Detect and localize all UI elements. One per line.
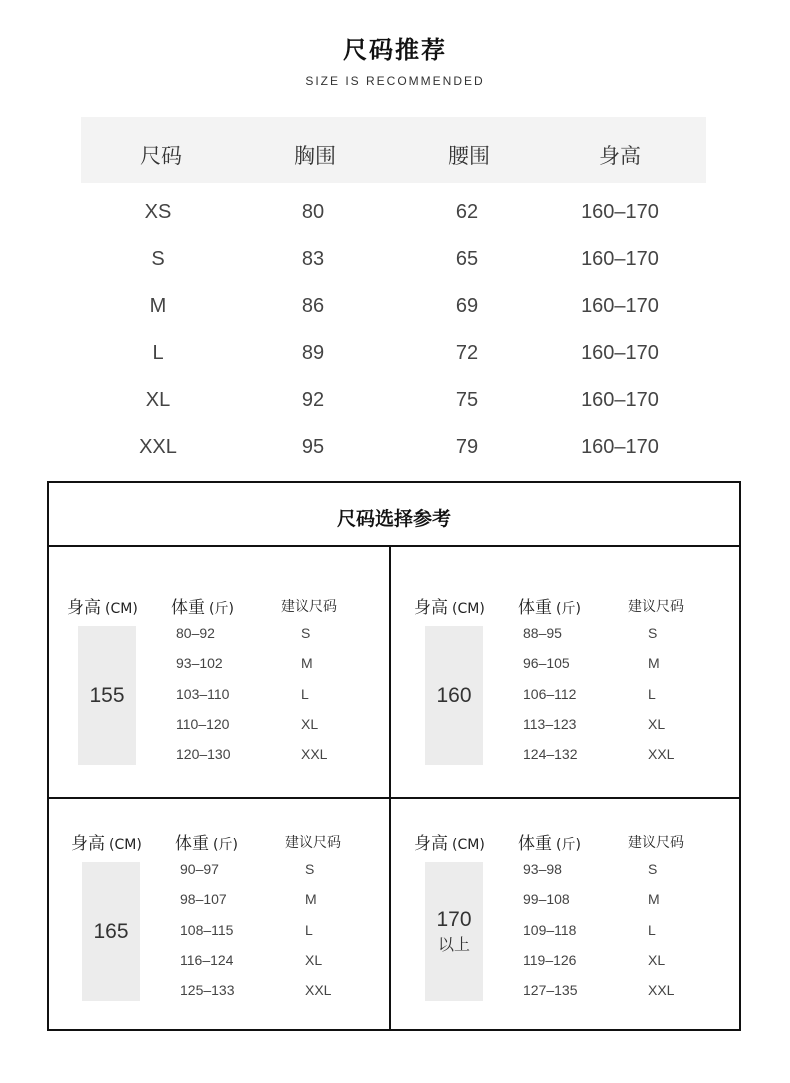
- weight-label: [171, 593, 234, 618]
- row-height-cell: 160–170: [581, 436, 659, 458]
- suggested-size-label: 建议尺码: [628, 599, 684, 615]
- suggested-size: L: [301, 685, 309, 702]
- row-size-cell: S: [151, 248, 165, 270]
- weight-range: 99–108: [523, 891, 570, 908]
- row-chest-cell: 92: [301, 389, 325, 411]
- row-size-cell: XS: [144, 201, 172, 223]
- row-size-cell: L: [152, 342, 164, 364]
- row-waist-cell: 79: [455, 436, 479, 458]
- suggested-size: L: [305, 921, 313, 938]
- row-waist-cell: 62: [455, 201, 479, 223]
- row-height-cell: 160–170: [581, 342, 659, 364]
- weight-range: 108–115: [180, 921, 234, 938]
- suggested-size: XXL: [301, 746, 328, 763]
- weight-label: [175, 829, 238, 854]
- row-size-cell: M: [149, 295, 167, 317]
- suggested-size: XXL: [305, 982, 332, 999]
- height-unit: (CM): [452, 601, 485, 617]
- row-height-cell: 160–170: [581, 389, 659, 411]
- page-title: 尺码推荐: [343, 36, 447, 64]
- weight-range: 125–133: [180, 982, 235, 999]
- suggested-size: S: [305, 861, 315, 877]
- weight-range: 110–120: [176, 715, 230, 732]
- weight-range: 124–132: [523, 746, 578, 763]
- height-value: 155: [89, 683, 125, 707]
- weight-range: 88–95: [523, 625, 562, 641]
- page-subtitle: SIZE IS RECOMMENDED: [305, 74, 485, 88]
- divider: [389, 545, 391, 1031]
- weight-range: 80–92: [176, 625, 215, 641]
- suggested-size: L: [648, 685, 656, 702]
- weight-range: 109–118: [523, 921, 577, 938]
- weight-range: 120–130: [176, 746, 231, 763]
- row-waist-cell: 75: [455, 389, 479, 411]
- weight-range: 96–105: [523, 655, 570, 672]
- size-reference-box: [47, 481, 741, 1031]
- row-chest-cell: 86: [301, 295, 325, 317]
- height-label-text: 身高: [414, 598, 448, 618]
- divider: [47, 545, 741, 547]
- suggested-size: XXL: [648, 746, 675, 763]
- suggested-size: M: [648, 655, 660, 672]
- weight-label: [518, 829, 581, 854]
- suggested-size: XL: [301, 715, 319, 732]
- suggested-size: XL: [305, 951, 323, 968]
- row-height-cell: 160–170: [581, 295, 659, 317]
- weight-label: [518, 593, 581, 618]
- weight-unit: (斤): [213, 837, 238, 853]
- weight-label-text: 体重: [171, 598, 205, 618]
- height-label: [414, 593, 485, 618]
- suggested-size-label: 建议尺码: [281, 599, 337, 615]
- height-label: [67, 593, 138, 618]
- suggested-size: M: [305, 891, 317, 908]
- reference-title: 尺码选择参考: [336, 508, 451, 530]
- header-chest: 胸围: [294, 144, 336, 168]
- row-chest-cell: 95: [301, 436, 325, 458]
- header-height: 身高: [599, 144, 641, 168]
- height-label-text: 身高: [71, 834, 105, 854]
- weight-range: 127–135: [523, 982, 578, 999]
- height-unit: (CM): [105, 601, 138, 617]
- height-value-box: [82, 862, 140, 1001]
- height-note: 以上: [437, 935, 470, 954]
- row-chest-cell: 83: [301, 248, 325, 270]
- row-size-cell: XL: [145, 389, 171, 411]
- weight-label-text: 体重: [518, 598, 552, 618]
- height-value-box: [425, 626, 483, 765]
- suggested-size: S: [301, 625, 311, 641]
- suggested-size: XL: [648, 715, 666, 732]
- height-label-text: 身高: [67, 598, 101, 618]
- suggested-size: XL: [648, 951, 666, 968]
- weight-range: 93–102: [176, 655, 223, 672]
- row-height-cell: 160–170: [581, 248, 659, 270]
- suggested-size: M: [648, 891, 660, 908]
- weight-unit: (斤): [556, 837, 581, 853]
- height-value: 165: [93, 919, 129, 943]
- height-value: 160: [436, 683, 472, 707]
- divider: [47, 797, 741, 799]
- suggested-size: L: [648, 921, 656, 938]
- weight-range: 93–98: [523, 861, 562, 877]
- suggested-size: S: [648, 861, 658, 877]
- weight-label-text: 体重: [175, 834, 209, 854]
- header-waist: 腰围: [448, 144, 490, 168]
- suggested-size: XXL: [648, 982, 675, 999]
- row-chest-cell: 80: [301, 201, 325, 223]
- height-label: [71, 829, 142, 854]
- height-unit: (CM): [452, 837, 485, 853]
- height-value: 170: [436, 908, 472, 931]
- height-value-box: [425, 862, 483, 1001]
- row-waist-cell: 72: [455, 342, 479, 364]
- height-value-box: [78, 626, 136, 765]
- weight-range: 119–126: [523, 951, 577, 968]
- suggested-size: M: [301, 655, 313, 672]
- weight-range: 113–123: [523, 715, 577, 732]
- weight-range: 106–112: [523, 685, 577, 702]
- header-size: 尺码: [140, 144, 182, 168]
- suggested-size-label: 建议尺码: [628, 835, 684, 851]
- weight-range: 90–97: [180, 861, 219, 877]
- row-waist-cell: 69: [455, 295, 479, 317]
- weight-range: 103–110: [176, 685, 230, 702]
- row-waist-cell: 65: [455, 248, 479, 270]
- weight-range: 98–107: [180, 891, 227, 908]
- row-size-cell: XXL: [139, 436, 177, 458]
- weight-range: 116–124: [180, 951, 234, 968]
- row-height-cell: 160–170: [581, 201, 659, 223]
- height-label-text: 身高: [414, 834, 448, 854]
- weight-unit: (斤): [209, 601, 234, 617]
- suggested-size-label: 建议尺码: [285, 835, 341, 851]
- suggested-size: S: [648, 625, 658, 641]
- height-unit: (CM): [109, 837, 142, 853]
- weight-label-text: 体重: [518, 834, 552, 854]
- row-chest-cell: 89: [301, 342, 325, 364]
- height-label: [414, 829, 485, 854]
- weight-unit: (斤): [556, 601, 581, 617]
